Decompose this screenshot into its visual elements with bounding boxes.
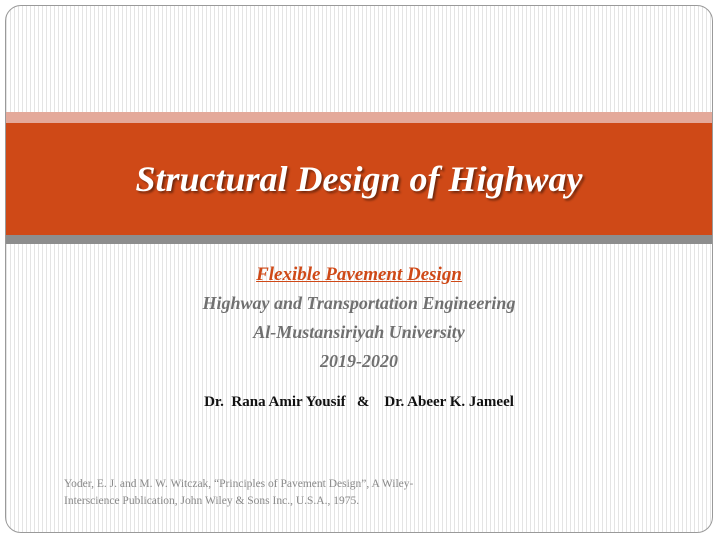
subtitle-topic: Flexible Pavement Design <box>256 264 462 285</box>
slide-frame <box>5 5 713 533</box>
authors-line: Dr. Rana Amir Yousif & Dr. Abeer K. Jameel <box>204 394 514 410</box>
subtitle-course: Highway and Transportation Engineering <box>202 293 516 313</box>
subtitle-block <box>6 261 712 376</box>
reference-line-1: Yoder, E. J. and M. W. Witczak, “Principles of Pavement Design”, A Wiley- <box>64 478 414 490</box>
subtitle-university: Al-Mustansiriyah University <box>253 322 465 342</box>
reference-line-2: Interscience Publication, John Wiley & Sons Inc., U.S.A., 1975. <box>64 495 360 507</box>
slide-title: Structural Design of Highway <box>135 159 583 199</box>
title-band-top-stripe <box>6 112 712 123</box>
subtitle-year: 2019-2020 <box>320 351 398 371</box>
reference-citation <box>64 476 484 510</box>
title-band <box>6 123 712 235</box>
title-band-bottom-stripe <box>6 235 712 244</box>
